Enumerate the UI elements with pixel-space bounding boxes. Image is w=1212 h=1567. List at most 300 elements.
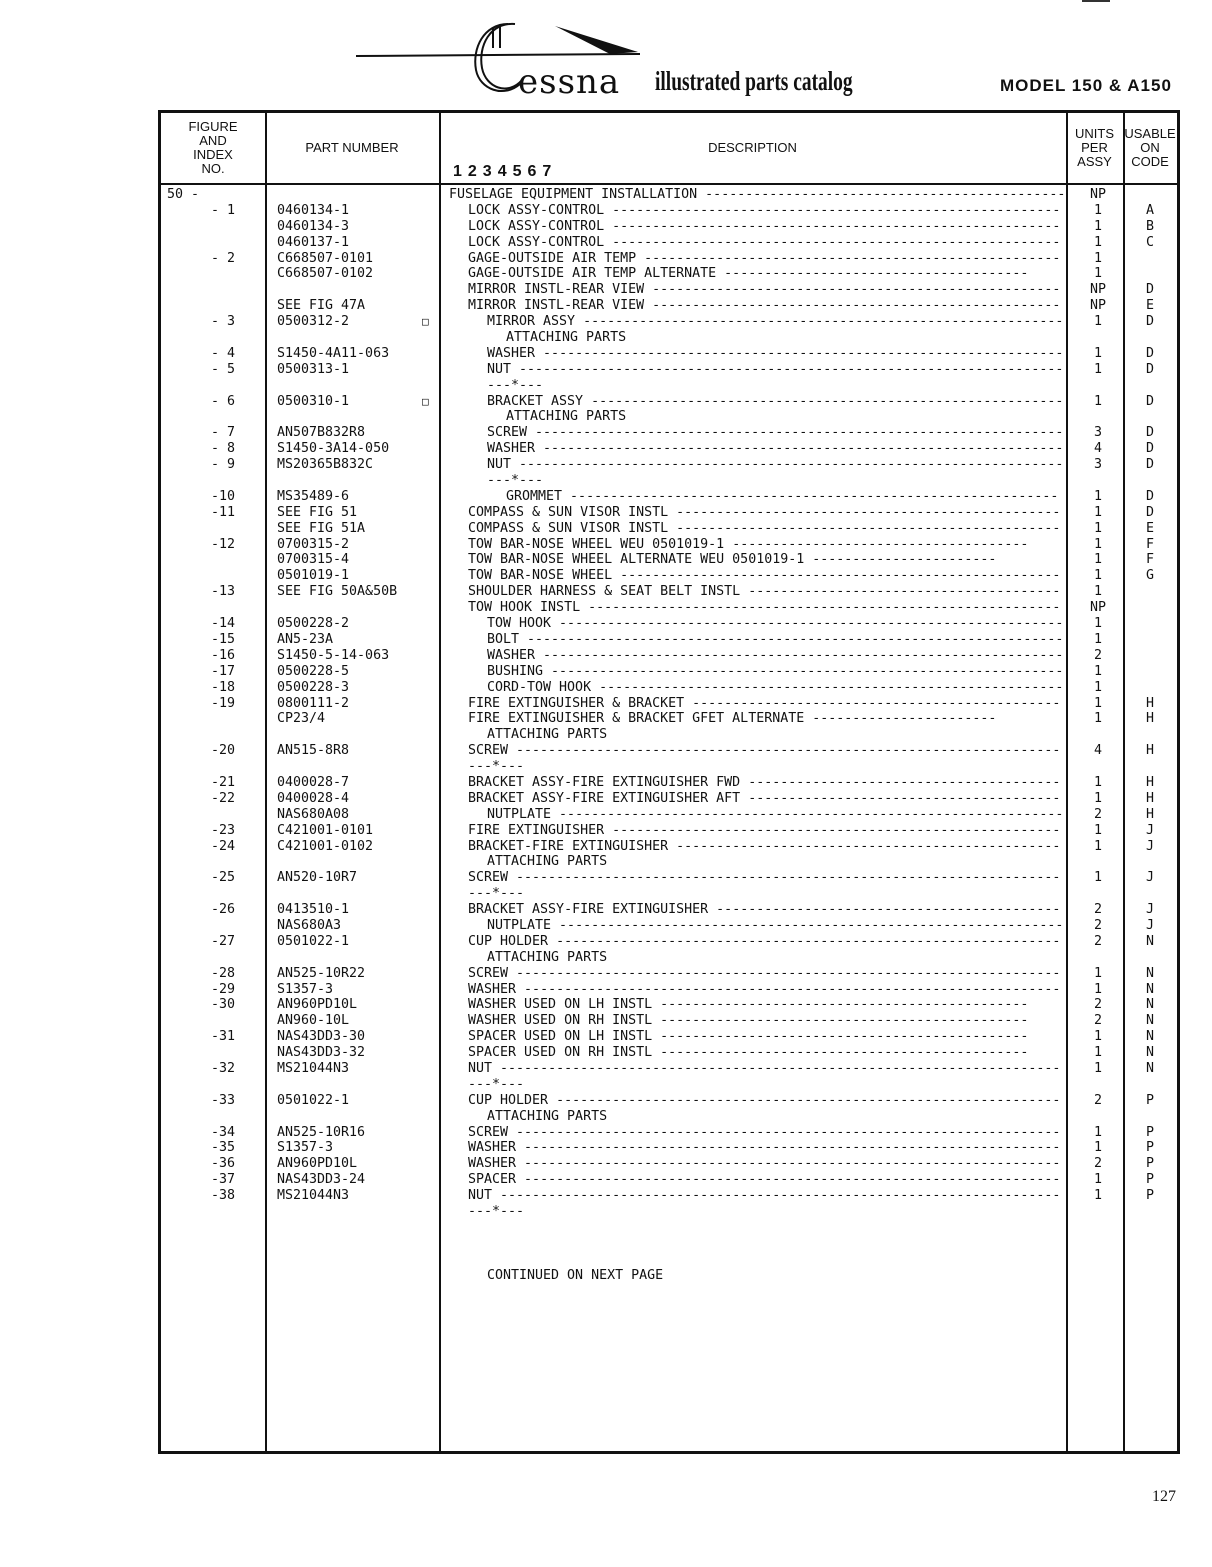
page-header (0, 0, 1212, 110)
part-number: S1450-3A14-050 (277, 441, 390, 457)
description-text: SCREW (468, 870, 509, 886)
table-row (161, 997, 1177, 1013)
units-per-assy: 1 (1093, 631, 1102, 647)
part-number: NAS680A08 (277, 806, 350, 822)
units-per-assy: 4 (1093, 441, 1102, 457)
table-row (161, 982, 1177, 998)
part-number: S1450-5-14-063 (277, 647, 390, 663)
part-number: C668507-0101 (277, 250, 374, 266)
index-number: - 5 (210, 361, 235, 377)
description (468, 266, 1065, 282)
leader-dashes: ----------------------------------------------------------------- (535, 441, 1064, 457)
units-per-assy: 1 (1093, 520, 1102, 536)
part-number: S1357-3 (277, 981, 334, 997)
usable-on-code: J (1145, 917, 1154, 933)
table-row (161, 950, 1177, 966)
table-row (161, 1188, 1177, 1204)
table-row (161, 1029, 1177, 1045)
description-text: BRACKET ASSY-FIRE EXTINGUISHER FWD (468, 774, 741, 790)
usable-on-code: H (1145, 743, 1154, 759)
usable-on-code: E (1145, 520, 1154, 536)
usable-on-code: J (1145, 870, 1154, 886)
indent-digits: 1234567 (453, 163, 558, 180)
description (468, 759, 1065, 775)
usable-on-code: D (1145, 488, 1154, 504)
description (468, 934, 1065, 950)
part-number: 0400028-7 (277, 774, 350, 790)
leader-dashes: -------------------------------------- (716, 266, 1029, 282)
units-per-assy: 4 (1093, 743, 1102, 759)
description-text: SCREW (487, 425, 528, 441)
leader-dashes: ----------------------- (804, 552, 997, 568)
leader-dashes: ------------------------------------------- (708, 902, 1061, 918)
description-text: GROMMET (506, 488, 563, 504)
col-header-line: ON (1140, 140, 1160, 155)
description (468, 1156, 1065, 1172)
col-header-figure (161, 113, 265, 183)
part-number: 0460134-1 (277, 202, 350, 218)
part-number: SEE FIG 51 (277, 504, 358, 520)
col-header-line: INDEX (193, 147, 233, 162)
part-number: AN960PD10L (277, 1156, 358, 1172)
part-number: 0500310-1 (277, 393, 350, 409)
leader-dashes: -------------------------------------------------------- (604, 218, 1061, 234)
part-number: AN525-10R22 (277, 965, 366, 981)
units-per-assy: 2 (1093, 917, 1102, 933)
leader-dashes: ----------------------- (804, 711, 997, 727)
index-number: -29 (210, 981, 235, 997)
description-text: SPACER USED ON RH INSTL (468, 1045, 653, 1061)
description (487, 346, 1065, 362)
description (487, 648, 1065, 664)
index-number: -30 (210, 997, 235, 1013)
description (449, 187, 1065, 203)
leader-dashes: ----------------------------------------------------------------- (535, 647, 1064, 663)
leader-dashes: -------------------------------------------------------- (604, 234, 1061, 250)
description-text: ---*--- (468, 886, 525, 902)
description-text: NUT (468, 1060, 493, 1076)
description-text: ---*--- (487, 377, 544, 393)
description (468, 997, 1065, 1013)
description-text: COMPASS & SUN VISOR INSTL (468, 504, 669, 520)
description-text: FIRE EXTINGUISHER & BRACKET GFET ALTERNATE (468, 711, 805, 727)
description (468, 552, 1065, 568)
units-per-assy: 2 (1093, 1092, 1102, 1108)
leader-dashes: -------------------------------------------------------------------- (508, 1124, 1061, 1140)
units-per-assy: 1 (1093, 838, 1102, 854)
index-number: -35 (210, 1140, 235, 1156)
description-text: MIRROR INSTL-REAR VIEW (468, 282, 645, 298)
table-row (161, 235, 1177, 251)
index-number: 50 - (167, 187, 200, 202)
table-row (161, 791, 1177, 807)
description-text: BRACKET ASSY-FIRE EXTINGUISHER AFT (468, 790, 741, 806)
table-row (161, 616, 1177, 632)
description-text: BOLT (487, 631, 520, 647)
usable-on-code: H (1145, 790, 1154, 806)
table-row (161, 775, 1177, 791)
part-number: AN525-10R16 (277, 1124, 366, 1140)
part-number: AN5-23A (277, 631, 334, 647)
part-number: 0500312-2 (277, 314, 350, 330)
leader-dashes: ---------------------------------------------------- (636, 250, 1061, 266)
description (506, 330, 1065, 346)
description (468, 282, 1065, 298)
description (487, 680, 1065, 696)
index-number: -18 (210, 679, 235, 695)
usable-on-code: C (1145, 234, 1154, 250)
description-text: GAGE-OUTSIDE AIR TEMP ALTERNATE (468, 266, 717, 282)
units-per-assy: 1 (1093, 536, 1102, 552)
units-per-assy: 1 (1093, 218, 1102, 234)
description (468, 1045, 1065, 1061)
units-per-assy: 1 (1093, 393, 1102, 409)
leader-dashes: ------------------------------------------------------- (612, 568, 1061, 584)
description-text: LOCK ASSY-CONTROL (468, 202, 605, 218)
units-per-assy: 3 (1093, 457, 1102, 473)
description (468, 251, 1065, 267)
description-text: WASHER USED ON RH INSTL (468, 1013, 653, 1029)
description (468, 775, 1065, 791)
col-header-line: AND (199, 133, 227, 148)
units-per-assy: 1 (1093, 1124, 1102, 1140)
part-number: 0700315-4 (277, 552, 350, 568)
col-header-line: USABLE (1124, 126, 1176, 141)
description-text: SCREW (468, 1124, 509, 1140)
table-row (161, 934, 1177, 950)
leader-dashes: -------------------------------------------------------------------- (511, 361, 1064, 377)
units-per-assy: 1 (1093, 981, 1102, 997)
table-row (161, 457, 1177, 473)
leader-dashes: ------------------------------------------------------------------- (516, 1140, 1061, 1156)
description (468, 982, 1065, 998)
description (506, 409, 1065, 425)
description (468, 791, 1065, 807)
units-per-assy: NP (1089, 600, 1106, 616)
index-number: -25 (210, 870, 235, 886)
description-text: MIRROR INSTL-REAR VIEW (468, 298, 645, 314)
leader-dashes: --------------------------------------------------------------- (551, 616, 1064, 632)
change-mark: □ (422, 315, 429, 329)
catalog-title: illustrated parts catalog (655, 66, 853, 96)
index-number: -37 (210, 1172, 235, 1188)
part-number: 0500228-2 (277, 616, 350, 632)
part-number: AN960-10L (277, 1013, 350, 1029)
part-number: S1357-3 (277, 1140, 334, 1156)
table-row (161, 1093, 1177, 1109)
description (468, 584, 1065, 600)
table-row (161, 489, 1177, 505)
description (468, 521, 1065, 537)
description-text: SHOULDER HARNESS & SEAT BELT INSTL (468, 584, 741, 600)
units-per-assy: 2 (1093, 806, 1102, 822)
description (487, 441, 1065, 457)
table-body (161, 187, 1177, 1283)
model-title: MODEL 150 & A150 (1000, 76, 1172, 95)
table-row (161, 600, 1177, 616)
table-row (161, 1220, 1177, 1236)
table-row (161, 552, 1177, 568)
part-number: 0500228-5 (277, 663, 350, 679)
leader-dashes: -------------------------------------------------------------------- (508, 870, 1061, 886)
usable-on-code: P (1145, 1156, 1154, 1172)
description-text: GAGE-OUTSIDE AIR TEMP (468, 250, 637, 266)
table-row (161, 568, 1177, 584)
table-row (161, 409, 1177, 425)
table-row (161, 1268, 1177, 1284)
table-row (161, 839, 1177, 855)
leader-dashes: ---------------------------------------------- (652, 1013, 1029, 1029)
table-row (161, 425, 1177, 441)
usable-on-code: N (1145, 997, 1154, 1013)
part-number: 0501022-1 (277, 933, 350, 949)
index-number: -26 (210, 902, 235, 918)
leader-dashes: -------------------------------------------------------------------- (511, 457, 1064, 473)
col-header-line: PART NUMBER (305, 140, 399, 155)
part-number: NAS43DD3-32 (277, 1045, 366, 1061)
units-per-assy: 1 (1093, 314, 1102, 330)
index-number: - 2 (210, 250, 235, 266)
table-row (161, 1236, 1177, 1252)
index-number: -32 (210, 1060, 235, 1076)
leader-dashes: ------------------------------------- (724, 536, 1029, 552)
index-number: -14 (210, 616, 235, 632)
table-row (161, 219, 1177, 235)
description (487, 950, 1065, 966)
description-text: WASHER (468, 981, 517, 997)
table-row (161, 298, 1177, 314)
part-number: SEE FIG 50A&50B (277, 584, 398, 600)
index-number: -20 (210, 743, 235, 759)
leader-dashes: ---------------------------------------------- (684, 695, 1061, 711)
leader-dashes: ---------------------------------------------- (652, 997, 1029, 1013)
table-row (161, 664, 1177, 680)
table-row (161, 966, 1177, 982)
leader-dashes: ------------------------------------------------------------------- (516, 1172, 1061, 1188)
page-number: 127 (1152, 1488, 1176, 1505)
part-number: NAS43DD3-24 (277, 1172, 366, 1188)
leader-dashes: ---------------------------------------------- (652, 1045, 1029, 1061)
units-per-assy: 1 (1093, 1060, 1102, 1076)
description (487, 1268, 1065, 1284)
usable-on-code: D (1145, 425, 1154, 441)
leader-dashes: ------------------------------------------------------------------- (519, 631, 1064, 647)
table-row (161, 807, 1177, 823)
table-row (161, 1172, 1177, 1188)
index-number: -34 (210, 1124, 235, 1140)
table-row (161, 902, 1177, 918)
part-number: SEE FIG 47A (277, 298, 366, 314)
usable-on-code: P (1145, 1188, 1154, 1204)
description-text: CUP HOLDER (468, 1092, 549, 1108)
table-row (161, 1061, 1177, 1077)
description (468, 902, 1065, 918)
usable-on-code: E (1145, 298, 1154, 314)
leader-dashes: ---------------------------------------------------------- (591, 679, 1064, 695)
units-per-assy: 1 (1093, 1172, 1102, 1188)
usable-on-code: H (1145, 711, 1154, 727)
table-row (161, 918, 1177, 934)
usable-on-code: B (1145, 218, 1154, 234)
units-per-assy: 1 (1093, 250, 1102, 266)
parts-table (158, 110, 1180, 1454)
units-per-assy: NP (1089, 282, 1106, 298)
index-number: - 6 (210, 393, 235, 409)
leader-dashes: ---------------------------------------------- (652, 1029, 1029, 1045)
usable-on-code: H (1145, 695, 1154, 711)
units-per-assy: 1 (1093, 584, 1102, 600)
description-text: CORD-TOW HOOK (487, 679, 592, 695)
description-text: NUT (487, 457, 512, 473)
table-row (161, 680, 1177, 696)
description (468, 823, 1065, 839)
table-row (161, 362, 1177, 378)
description-text: BUSHING (487, 663, 544, 679)
leader-dashes: --------------------------------------------------------------- (551, 806, 1064, 822)
leader-dashes: ------------------------------------------------------------ (575, 314, 1064, 330)
usable-on-code: P (1145, 1172, 1154, 1188)
usable-on-code: J (1145, 822, 1154, 838)
usable-on-code: N (1145, 1045, 1154, 1061)
table-row (161, 441, 1177, 457)
table-row (161, 1109, 1177, 1125)
table-row (161, 743, 1177, 759)
description-text: WASHER (487, 345, 536, 361)
index-number: -17 (210, 663, 235, 679)
part-number: NAS680A3 (277, 917, 342, 933)
description-text: ---*--- (487, 473, 544, 489)
description (487, 616, 1065, 632)
description-text: COMPASS & SUN VISOR INSTL (468, 520, 669, 536)
description-text: ATTACHING PARTS (487, 727, 608, 743)
table-row (161, 870, 1177, 886)
part-number: 0700315-2 (277, 536, 350, 552)
description-text: TOW HOOK (487, 616, 552, 632)
usable-on-code: N (1145, 981, 1154, 997)
description (487, 807, 1065, 823)
description-text: TOW BAR-NOSE WHEEL WEU 0501019-1 (468, 536, 725, 552)
units-per-assy: 1 (1093, 616, 1102, 632)
leader-dashes: --------------------------------------- (740, 790, 1061, 806)
units-per-assy: 1 (1093, 266, 1102, 282)
units-per-assy: 1 (1093, 345, 1102, 361)
col-header-line: UNITS (1075, 126, 1114, 141)
description (468, 600, 1065, 616)
index-number: -15 (210, 631, 235, 647)
description (468, 505, 1065, 521)
description-text: ATTACHING PARTS (506, 409, 627, 425)
part-number: 0460137-1 (277, 234, 350, 250)
change-mark: □ (422, 394, 429, 408)
description-text: ATTACHING PARTS (487, 854, 608, 870)
description (487, 632, 1065, 648)
col-header-line: NO. (201, 161, 225, 176)
col-header-part (265, 113, 439, 183)
description-text: ---*--- (468, 759, 525, 775)
description-text: ATTACHING PARTS (487, 1108, 608, 1124)
leader-dashes: ------------------------------------------------------------------ (527, 425, 1064, 441)
units-per-assy: NP (1089, 187, 1106, 202)
units-per-assy: 1 (1093, 488, 1102, 504)
description (468, 1093, 1065, 1109)
description-text: SCREW (468, 743, 509, 759)
description (506, 489, 1065, 505)
description (468, 203, 1065, 219)
table-row (161, 537, 1177, 553)
description (487, 664, 1065, 680)
part-number: AN515-8R8 (277, 743, 350, 759)
units-per-assy: 1 (1093, 711, 1102, 727)
units-per-assy: 1 (1093, 1188, 1102, 1204)
col-header-line: CODE (1131, 154, 1169, 169)
units-per-assy: 1 (1093, 568, 1102, 584)
description (468, 298, 1065, 314)
logo-wordmark: essna (518, 62, 621, 102)
table-row (161, 378, 1177, 394)
description (468, 1140, 1065, 1156)
description-text: WASHER (487, 647, 536, 663)
usable-on-code: N (1145, 1029, 1154, 1045)
corner-mark (1082, 0, 1110, 2)
description-text: TOW BAR-NOSE WHEEL (468, 568, 613, 584)
table-row (161, 346, 1177, 362)
description (487, 1109, 1065, 1125)
usable-on-code: F (1145, 536, 1154, 552)
part-number: AN960PD10L (277, 997, 358, 1013)
index-number: - 9 (210, 457, 235, 473)
index-number: -19 (210, 695, 235, 711)
leader-dashes: --------------------------------------------------- (644, 298, 1061, 314)
table-row (161, 282, 1177, 298)
description-text: NUTPLATE (487, 917, 552, 933)
description (487, 362, 1065, 378)
table-row (161, 696, 1177, 712)
leader-dashes: ------------------------------------------------ (668, 520, 1061, 536)
description-text: FIRE EXTINGUISHER (468, 822, 605, 838)
usable-on-code: N (1145, 965, 1154, 981)
description (468, 235, 1065, 251)
usable-on-code: D (1145, 282, 1154, 298)
leader-dashes: ----------------------------------------------------------- (583, 393, 1064, 409)
description (487, 918, 1065, 934)
description-text: WASHER (468, 1140, 517, 1156)
part-number: 0501019-1 (277, 568, 350, 584)
description-text: CUP HOLDER (468, 933, 549, 949)
table-row (161, 1204, 1177, 1220)
units-per-assy: 1 (1093, 202, 1102, 218)
part-number: CP23/4 (277, 711, 326, 727)
description-text: MIRROR ASSY (487, 314, 576, 330)
part-number: AN520-10R7 (277, 870, 358, 886)
description-text: WASHER (487, 441, 536, 457)
description (468, 966, 1065, 982)
units-per-assy: 1 (1093, 1045, 1102, 1061)
description (468, 1013, 1065, 1029)
index-number: -24 (210, 838, 235, 854)
part-number: MS21044N3 (277, 1060, 350, 1076)
table-row (161, 394, 1177, 410)
description-text: ATTACHING PARTS (506, 330, 627, 346)
leader-dashes: ----------------------------------------------------------------- (535, 345, 1064, 361)
units-per-assy: 1 (1093, 361, 1102, 377)
units-per-assy: 3 (1093, 425, 1102, 441)
description-text: SPACER USED ON LH INSTL (468, 1029, 653, 1045)
units-per-assy: 2 (1093, 902, 1102, 918)
description (468, 1172, 1065, 1188)
leader-dashes: --------------------------------------------------------------- (551, 917, 1064, 933)
leader-dashes: --------------------------------------------- (697, 187, 1065, 202)
leader-dashes: --------------------------------------------------- (644, 282, 1061, 298)
